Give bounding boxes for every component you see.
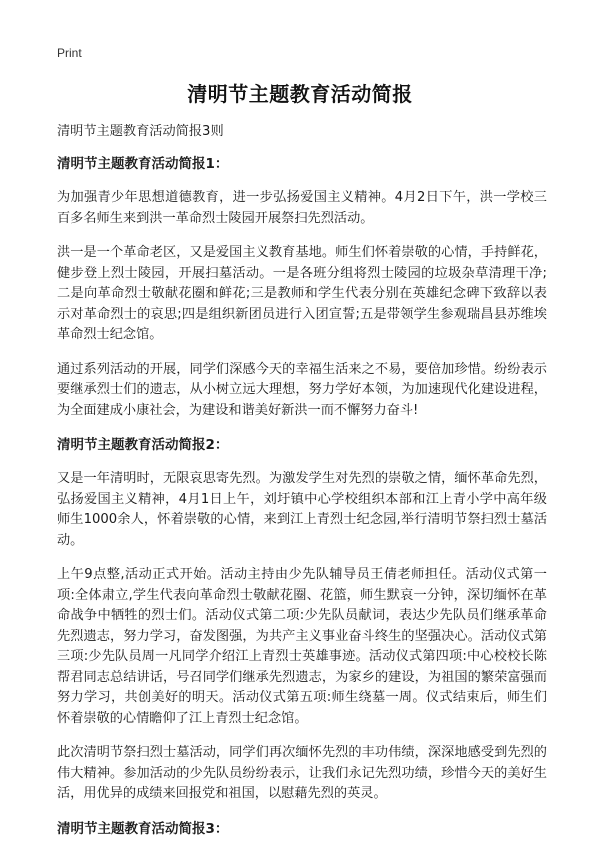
section-2-heading: 清明节主题教育活动简报2：: [57, 437, 229, 453]
section-3-heading: 清明节主题教育活动简报3：: [57, 820, 229, 837]
section-1-paragraph-1: 为加强青少年思想道德教育，进一步弘扬爱国主义精神。4月2日下午，洪一学校三百多名师生来到洪一革命烈士陵园开展祭扫先烈活动。: [57, 190, 547, 226]
section-1-heading: 清明节主题教育活动简报1：: [57, 156, 229, 172]
section-2-paragraph-1: 又是一年清明时，无限哀思寄先烈。为激发学生对先烈的崇敬之情，缅怀革命先烈，弘扬爱国主义精神，4月1日上午，刘圩镇中心学校组织本部和江上青小学中高年级师生1000余人，怀着崇敬的心情，来到江上青烈士纪念园,举行清明节祭扫烈士墓活动。: [57, 471, 547, 548]
section-1-paragraph-2: 洪一是一个革命老区，又是爱国主义教育基地。师生们怀着崇敬的心情，手持鲜花，健步登上烈士陵园，开展扫墓活动。一是各班分组将烈士陵园的垃圾杂草清理干净;二是向革命烈士敬献花圈和鲜花;三是教师和学生代表分别在英雄纪念碑下致辞以表示对革命烈士的哀思;四是组织新团员进行入团宣誓;五是带领学生参观瑞昌县苏维埃革命烈士纪念馆。: [57, 245, 547, 342]
page-title: 清明节主题教育活动简报: [187, 82, 413, 106]
section-1-paragraph-3: 通过系列活动的开展，同学们深感今天的幸福生活来之不易，要倍加珍惜。纷纷表示要继承烈士们的遗志，从小树立远大理想，努力学好本领，为加速现代化建设进程，为全面建成小康社会，为建设和谐美好新洪一而不懈努力奋斗!: [57, 361, 547, 418]
print-link[interactable]: Print: [57, 46, 82, 60]
section-2-paragraph-2: 上午9点整,活动正式开始。活动主持由少先队辅导员王倩老师担任。活动仪式第一项:全体肃立,学生代表向革命烈士敬献花圈、花篮，师生默哀一分钟，深切缅怀在革命战争中牺牲的烈士们。活动仪式第二项:少先队员献词，表达少先队员们继承革命先烈遗志，努力学习，奋发图强，为共产主义事业奋斗终生的坚强决心。活动仪式第三项:少先队员周一凡同学介绍江上青烈士英雄事迹。活动仪式第四项:中心校校长陈帮君同志总结讲话，号召同学们继承先烈遗志，为家乡的建设，为祖国的繁荣富强而努力学习，共创美好的明天。活动仪式第五项:师生绕墓一周。仪式结束后，师生们怀着崇敬的心情瞻仰了江上青烈士纪念馆。: [57, 567, 547, 726]
article-subtitle: 清明节主题教育活动简报3则: [57, 124, 224, 139]
article-body: [57, 122, 547, 853]
section-2-paragraph-3: 此次清明节祭扫烈士墓活动，同学们再次缅怀先烈的丰功伟绩，深深地感受到先烈的伟大精神。参加活动的少先队员纷纷表示，让我们永记先烈功绩，珍惜今天的美好生活，用优异的成绩来回报党和祖国，以慰藉先烈的英灵。: [57, 745, 547, 801]
